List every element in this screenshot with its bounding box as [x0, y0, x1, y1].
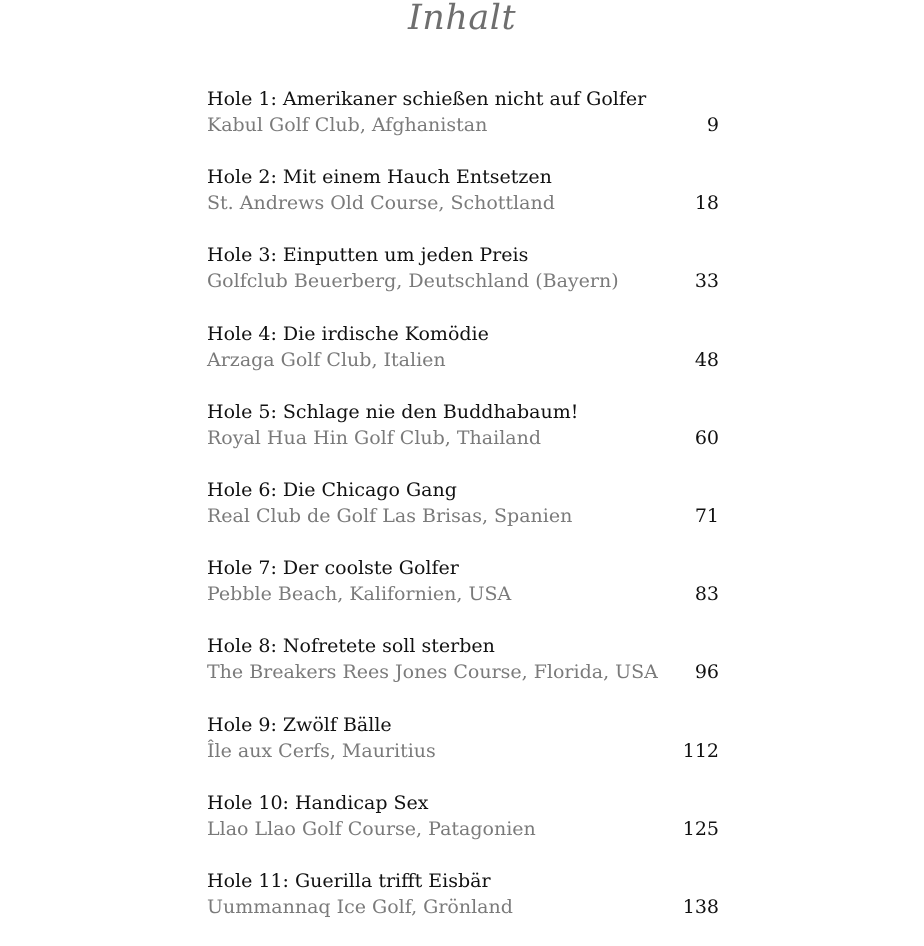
chapter-location: Golfclub Beuerberg, Deutschland (Bayern): [207, 270, 619, 293]
toc-entry-2: [207, 164, 719, 242]
chapter-location: The Breakers Rees Jones Course, Florida, USA: [207, 661, 658, 684]
page-number: 138: [682, 895, 719, 918]
page-number: 71: [694, 504, 719, 527]
chapter-title: Hole 6: Die Chicago Gang: [207, 478, 457, 501]
page-number: 112: [682, 739, 719, 762]
chapter-location: Royal Hua Hin Golf Club, Thailand: [207, 426, 541, 449]
chapter-title: Hole 9: Zwölf Bälle: [207, 713, 392, 736]
toc-entry-9: [207, 712, 719, 790]
chapter-title: Hole 1: Amerikaner schießen nicht auf Golfer: [207, 88, 647, 110]
toc-entry-4: [207, 321, 719, 399]
table-of-contents: [207, 86, 719, 946]
toc-entry-3: [207, 242, 719, 320]
toc-entry-10: [207, 790, 719, 868]
chapter-title: Hole 7: Der coolste Golfer: [207, 557, 459, 580]
chapter-title: Hole 10: Handicap Sex: [207, 791, 429, 814]
toc-entry-6: [207, 477, 719, 555]
toc-entry-8: [207, 633, 719, 711]
page-number: 60: [694, 426, 719, 449]
chapter-location: Uummannaq Ice Golf, Grönland: [207, 895, 513, 918]
chapter-location: Arzaga Golf Club, Italien: [207, 348, 446, 371]
chapter-title: Hole 2: Mit einem Hauch Entsetzen: [207, 166, 552, 189]
chapter-location: Llao Llao Golf Course, Patagonien: [207, 817, 536, 840]
page-number: 9: [706, 114, 719, 136]
page-number: 96: [694, 661, 719, 684]
chapter-title: Hole 8: Nofretete soll sterben: [207, 635, 495, 658]
chapter-title: Hole 5: Schlage nie den Buddhabaum!: [207, 400, 579, 423]
chapter-title: Hole 3: Einputten um jeden Preis: [207, 244, 529, 267]
chapter-location: Kabul Golf Club, Afghanistan: [207, 114, 488, 136]
page-number: 83: [694, 583, 719, 606]
chapter-location: St. Andrews Old Course, Schottland: [207, 192, 555, 215]
page-number: 33: [694, 270, 719, 293]
chapter-location: Île aux Cerfs, Mauritius: [207, 739, 436, 762]
page-number: 125: [682, 817, 719, 840]
page-title: Inhalt: [407, 0, 517, 38]
chapter-location: Real Club de Golf Las Brisas, Spanien: [207, 504, 573, 527]
page-number: 18: [694, 192, 719, 215]
chapter-title: Hole 11: Guerilla trifft Eisbär: [207, 869, 491, 892]
toc-entry-5: [207, 399, 719, 477]
toc-entry-11: [207, 868, 719, 946]
chapter-title: Hole 4: Die irdische Komödie: [207, 322, 489, 345]
toc-entry-7: [207, 555, 719, 633]
page-number: 48: [694, 348, 719, 371]
chapter-location: Pebble Beach, Kalifornien, USA: [207, 583, 512, 606]
toc-entry-1: [207, 86, 719, 164]
